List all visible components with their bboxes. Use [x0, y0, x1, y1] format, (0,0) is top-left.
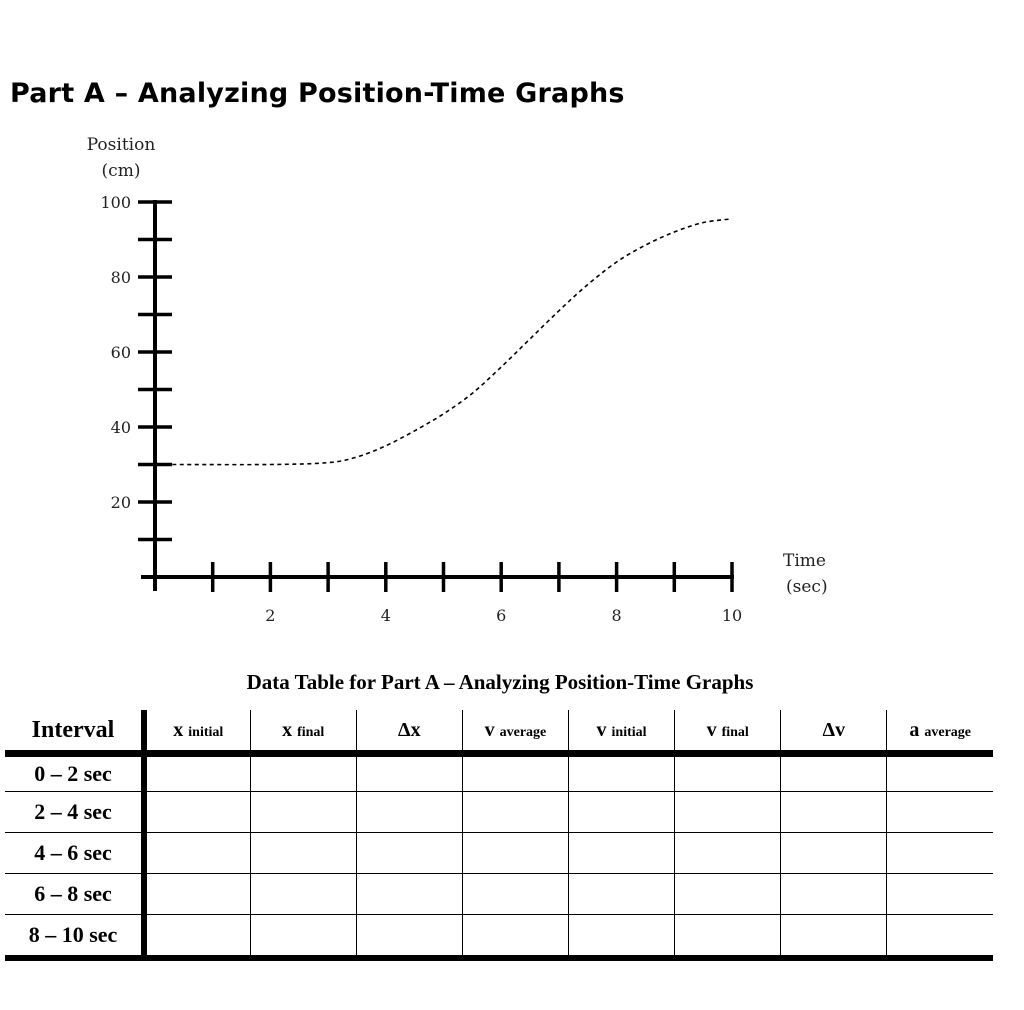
answer-cell[interactable]	[675, 833, 781, 874]
chart-axes	[141, 200, 734, 591]
interval-cell: 8 – 10 sec	[5, 915, 144, 959]
answer-cell[interactable]	[462, 792, 568, 833]
answer-cell[interactable]	[250, 792, 356, 833]
answer-cell[interactable]	[569, 915, 675, 959]
y-tick-label: 80	[110, 268, 131, 287]
header-main: Interval	[31, 716, 115, 743]
y-tick-label: 20	[110, 493, 131, 512]
chart-tick-labels	[100, 193, 742, 625]
answer-cell[interactable]	[675, 792, 781, 833]
table-row	[5, 915, 993, 959]
answer-cell[interactable]	[250, 874, 356, 915]
answer-cell[interactable]	[781, 833, 887, 874]
answer-cell[interactable]	[675, 915, 781, 959]
y-axis-label-line2: (cm)	[101, 161, 141, 181]
header-main: Δx	[398, 718, 421, 741]
header-main: a	[909, 718, 920, 741]
answer-cell[interactable]	[356, 792, 462, 833]
header-sub: initial	[611, 724, 647, 740]
header-main: v	[706, 718, 717, 741]
page-title: Part A – Analyzing Position-Time Graphs	[10, 78, 625, 109]
answer-cell[interactable]	[887, 792, 993, 833]
answer-cell[interactable]	[144, 874, 250, 915]
answer-cell[interactable]	[781, 754, 887, 792]
answer-cell[interactable]	[887, 915, 993, 959]
answer-cell[interactable]	[144, 915, 250, 959]
answer-cell[interactable]	[462, 915, 568, 959]
answer-cell[interactable]	[569, 754, 675, 792]
answer-cell[interactable]	[462, 754, 568, 792]
data-table	[5, 710, 993, 961]
answer-cell[interactable]	[781, 915, 887, 959]
table-row	[5, 833, 993, 874]
header-interval	[5, 710, 144, 754]
answer-cell[interactable]	[781, 792, 887, 833]
interval-cell: 2 – 4 sec	[5, 792, 144, 833]
answer-cell[interactable]	[144, 792, 250, 833]
answer-cell[interactable]	[462, 833, 568, 874]
header-sub: average	[499, 724, 547, 740]
position-curve	[172, 219, 732, 465]
interval-cell: 6 – 8 sec	[5, 874, 144, 915]
header-sub: final	[297, 724, 325, 740]
header-main: x	[173, 718, 184, 741]
answer-cell[interactable]	[356, 874, 462, 915]
y-tick-label: 40	[110, 418, 131, 437]
header-main: v	[596, 718, 607, 741]
interval-cell: 0 – 2 sec	[5, 754, 144, 792]
answer-cell[interactable]	[781, 874, 887, 915]
header-main: x	[282, 718, 293, 741]
chart-series	[172, 219, 732, 465]
header-column	[462, 710, 568, 754]
answer-cell[interactable]	[250, 754, 356, 792]
y-tick-label: 60	[110, 343, 131, 362]
header-main: v	[484, 718, 495, 741]
header-column	[887, 710, 993, 754]
answer-cell[interactable]	[569, 792, 675, 833]
header-column	[569, 710, 675, 754]
header-column	[781, 710, 887, 754]
answer-cell[interactable]	[887, 833, 993, 874]
header-sub: final	[721, 724, 749, 740]
x-tick-label: 8	[611, 606, 622, 625]
x-tick-label: 2	[265, 606, 276, 625]
answer-cell[interactable]	[569, 874, 675, 915]
x-axis-label-line2: (sec)	[786, 577, 828, 597]
answer-cell[interactable]	[462, 874, 568, 915]
table-row	[5, 874, 993, 915]
x-tick-label: 10	[721, 606, 743, 625]
header-column	[250, 710, 356, 754]
table-row	[5, 754, 993, 792]
table-header-row	[5, 710, 993, 754]
y-axis-label-line1: Position	[86, 135, 156, 155]
y-tick-label: 100	[100, 193, 131, 212]
answer-cell[interactable]	[675, 874, 781, 915]
answer-cell[interactable]	[887, 754, 993, 792]
x-tick-label: 6	[496, 606, 507, 625]
x-axis-label-line1: Time	[783, 551, 826, 571]
answer-cell[interactable]	[250, 833, 356, 874]
table-caption: Data Table for Part A – Analyzing Position-Time Graphs	[246, 670, 754, 694]
header-column	[144, 710, 250, 754]
header-main: Δv	[822, 718, 846, 741]
answer-cell[interactable]	[569, 833, 675, 874]
answer-cell[interactable]	[144, 754, 250, 792]
header-column	[675, 710, 781, 754]
answer-cell[interactable]	[356, 833, 462, 874]
header-sub: average	[924, 724, 972, 740]
answer-cell[interactable]	[356, 754, 462, 792]
answer-cell[interactable]	[887, 874, 993, 915]
x-tick-label: 4	[380, 606, 391, 625]
table-body	[5, 754, 993, 959]
answer-cell[interactable]	[675, 754, 781, 792]
answer-cell[interactable]	[144, 833, 250, 874]
interval-cell: 4 – 6 sec	[5, 833, 144, 874]
chart-ticks	[138, 202, 732, 592]
header-column	[356, 710, 462, 754]
answer-cell[interactable]	[250, 915, 356, 959]
header-sub: initial	[188, 724, 224, 740]
answer-cell[interactable]	[356, 915, 462, 959]
table-row	[5, 792, 993, 833]
